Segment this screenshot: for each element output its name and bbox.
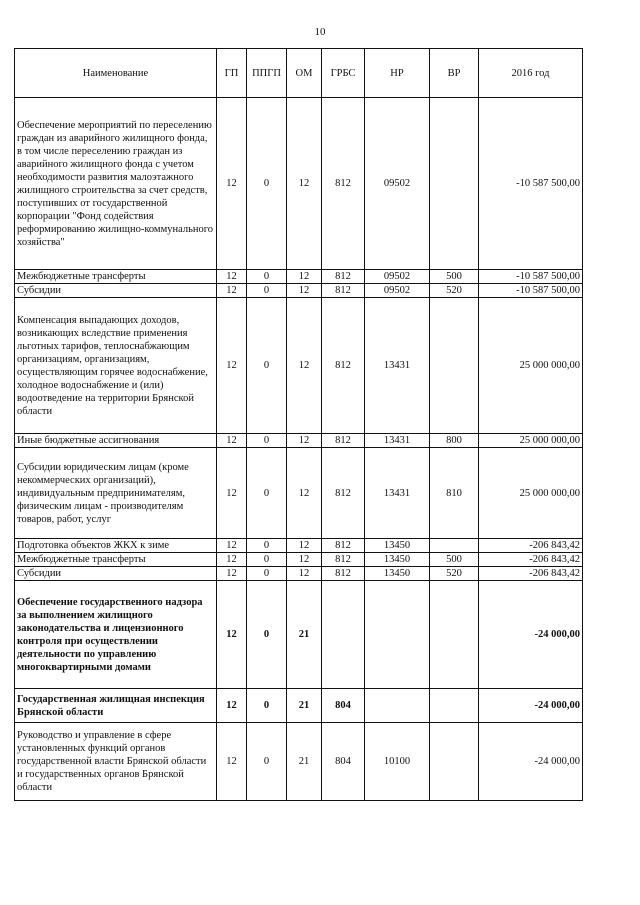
row-om: 12 [287, 448, 322, 539]
row-om: 12 [287, 98, 322, 270]
row-name: Субсидии [15, 567, 217, 581]
row-nr: 09502 [365, 98, 430, 270]
row-ppgp: 0 [247, 284, 287, 298]
row-grbs: 812 [322, 553, 365, 567]
row-vr: 500 [430, 270, 479, 284]
row-amount: -24 000,00 [479, 689, 583, 723]
row-vr [430, 581, 479, 689]
row-nr: 10100 [365, 723, 430, 801]
row-gp: 12 [217, 434, 247, 448]
col-header-ppgp: ППГП [247, 49, 287, 98]
row-gp: 12 [217, 723, 247, 801]
row-name: Субсидии [15, 284, 217, 298]
row-amount: -10 587 500,00 [479, 98, 583, 270]
row-name: Межбюджетные трансферты [15, 553, 217, 567]
row-vr [430, 98, 479, 270]
table-row [15, 98, 583, 270]
row-nr: 13450 [365, 567, 430, 581]
row-amount: 25 000 000,00 [479, 298, 583, 434]
row-gp: 12 [217, 539, 247, 553]
row-name: Межбюджетные трансферты [15, 270, 217, 284]
col-header-nr: НР [365, 49, 430, 98]
row-gp: 12 [217, 689, 247, 723]
row-gp: 12 [217, 298, 247, 434]
row-grbs: 812 [322, 434, 365, 448]
row-vr [430, 539, 479, 553]
row-amount: -24 000,00 [479, 723, 583, 801]
row-name: Обеспечение государственного надзора за выполнением жилищного законодательства и лицензионного контроля при осуществлении деятельности по управлению многоквартирными домами [15, 581, 217, 689]
row-grbs: 812 [322, 284, 365, 298]
col-header-grbs: ГРБС [322, 49, 365, 98]
row-ppgp: 0 [247, 539, 287, 553]
row-ppgp: 0 [247, 723, 287, 801]
row-gp: 12 [217, 284, 247, 298]
row-name: Руководство и управление в сфере установленных функций органов государственной власти Брянской области и государственных органов Брянской области [15, 723, 217, 801]
row-gp: 12 [217, 448, 247, 539]
row-grbs: 812 [322, 539, 365, 553]
page-number: 10 [314, 26, 326, 38]
row-grbs: 812 [322, 298, 365, 434]
row-amount: -10 587 500,00 [479, 284, 583, 298]
row-vr: 810 [430, 448, 479, 539]
row-om: 12 [287, 434, 322, 448]
row-ppgp: 0 [247, 581, 287, 689]
row-gp: 12 [217, 98, 247, 270]
col-header-vr: ВР [430, 49, 479, 98]
row-om: 12 [287, 298, 322, 434]
row-vr [430, 298, 479, 434]
row-vr: 500 [430, 553, 479, 567]
row-nr: 13450 [365, 553, 430, 567]
budget-table [14, 48, 583, 801]
row-om: 21 [287, 581, 322, 689]
table-row [15, 448, 583, 539]
row-name: Субсидии юридическим лицам (кроме некоммерческих организаций), индивидуальным предпринимателям, физическим лицам - производителям товаров, работ, услуг [15, 448, 217, 539]
row-amount: 25 000 000,00 [479, 434, 583, 448]
row-om: 21 [287, 723, 322, 801]
row-gp: 12 [217, 553, 247, 567]
row-name: Государственная жилищная инспекция Брянской области [15, 689, 217, 723]
header-row [15, 49, 583, 98]
row-vr [430, 689, 479, 723]
table-row [15, 723, 583, 801]
row-nr: 13450 [365, 539, 430, 553]
row-ppgp: 0 [247, 689, 287, 723]
row-grbs: 812 [322, 98, 365, 270]
table-row [15, 567, 583, 581]
row-amount: -206 843,42 [479, 553, 583, 567]
row-ppgp: 0 [247, 553, 287, 567]
row-nr: 13431 [365, 434, 430, 448]
row-grbs: 804 [322, 689, 365, 723]
col-header-gp: ГП [217, 49, 247, 98]
row-om: 12 [287, 270, 322, 284]
row-ppgp: 0 [247, 270, 287, 284]
row-nr [365, 689, 430, 723]
row-amount: -24 000,00 [479, 581, 583, 689]
row-nr [365, 581, 430, 689]
row-name: Подготовка объектов ЖКХ к зиме [15, 539, 217, 553]
row-grbs [322, 581, 365, 689]
table-row [15, 689, 583, 723]
row-ppgp: 0 [247, 567, 287, 581]
row-om: 12 [287, 539, 322, 553]
row-amount: -206 843,42 [479, 567, 583, 581]
table-row [15, 553, 583, 567]
row-amount: -10 587 500,00 [479, 270, 583, 284]
row-nr: 09502 [365, 270, 430, 284]
row-nr: 13431 [365, 448, 430, 539]
row-name: Иные бюджетные ассигнования [15, 434, 217, 448]
row-vr: 520 [430, 284, 479, 298]
table-row [15, 539, 583, 553]
row-vr [430, 723, 479, 801]
row-name: Обеспечение мероприятий по переселению граждан из аварийного жилищного фонда, в том числе переселению граждан из аварийного жилищного фонда с учетом необходимости развития малоэтажного жилищного строительства за счет средств, поступивших от государственной корпорации "Фонд содействия реформированию жилищно-коммунального хозяйства" [15, 98, 217, 270]
row-name: Компенсация выпадающих доходов, возникающих вследствие применения льготных тарифов, теплоснабжающим организациям, организациям, осуществляющим горячее водоснабжение, холодное водоснабжение и (или) водоотведение на территории Брянской области [15, 298, 217, 434]
row-grbs: 804 [322, 723, 365, 801]
row-nr: 09502 [365, 284, 430, 298]
row-nr: 13431 [365, 298, 430, 434]
row-gp: 12 [217, 581, 247, 689]
col-header-name: Наименование [15, 49, 217, 98]
table-row [15, 581, 583, 689]
row-ppgp: 0 [247, 434, 287, 448]
row-ppgp: 0 [247, 298, 287, 434]
row-gp: 12 [217, 270, 247, 284]
table-row [15, 298, 583, 434]
row-amount: 25 000 000,00 [479, 448, 583, 539]
col-header-om: ОМ [287, 49, 322, 98]
table-row [15, 284, 583, 298]
row-ppgp: 0 [247, 448, 287, 539]
row-ppgp: 0 [247, 98, 287, 270]
row-om: 12 [287, 567, 322, 581]
row-vr: 520 [430, 567, 479, 581]
row-vr: 800 [430, 434, 479, 448]
table-row [15, 270, 583, 284]
row-om: 21 [287, 689, 322, 723]
row-om: 12 [287, 284, 322, 298]
row-grbs: 812 [322, 567, 365, 581]
col-header-amount: 2016 год [479, 49, 583, 98]
table-row [15, 434, 583, 448]
row-gp: 12 [217, 567, 247, 581]
row-grbs: 812 [322, 448, 365, 539]
row-grbs: 812 [322, 270, 365, 284]
row-om: 12 [287, 553, 322, 567]
row-amount: -206 843,42 [479, 539, 583, 553]
